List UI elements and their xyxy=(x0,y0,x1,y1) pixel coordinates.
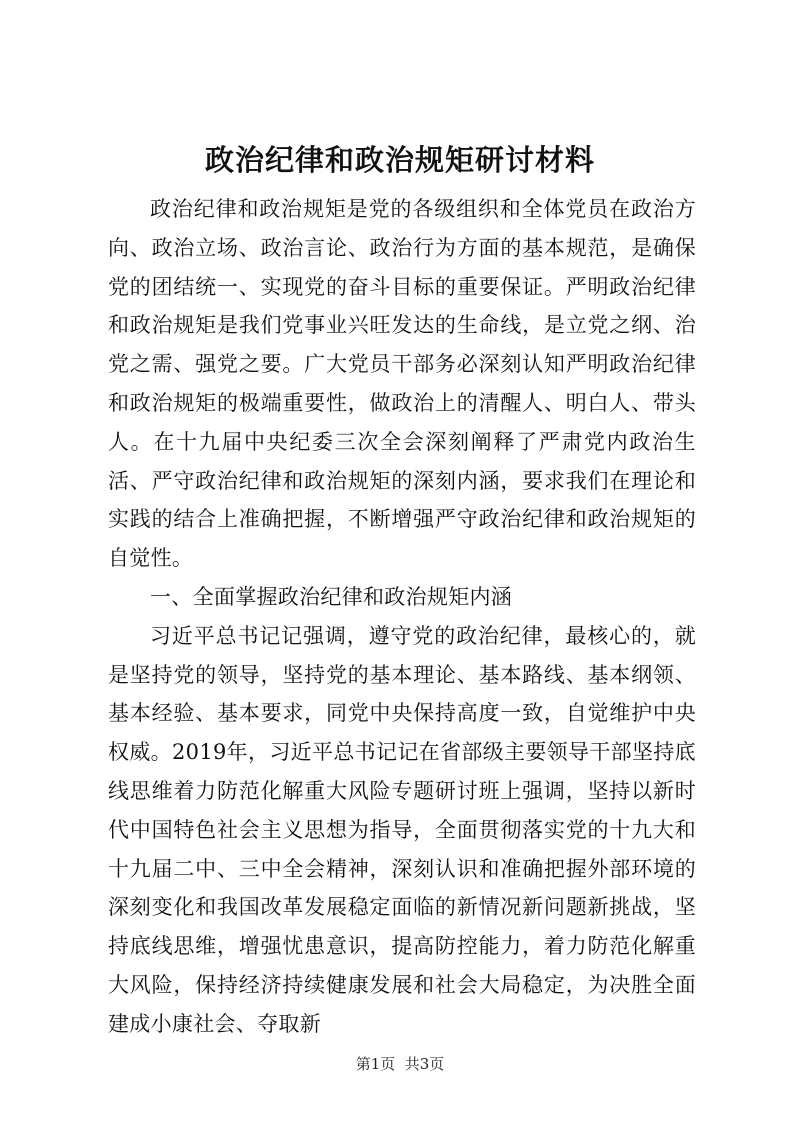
section-heading-1: 一、全面掌握政治纪律和政治规矩内涵 xyxy=(150,584,513,609)
document-title: 政治纪律和政治规矩研讨材料 xyxy=(204,143,595,177)
document-body xyxy=(108,190,696,1044)
paragraph-section-1: 习近平总书记记强调，遵守党的政治纪律，最核心的，就是坚持党的领导，坚持党的基本理论、基本路线、基本纲领、基本经验、基本要求，同党中央保持高度一致，自觉维护中央权威。2019年，习近平总书记记在省部级主要领导干部坚持底线思维着力防范化解重大风险专题研讨班上强调，坚持以新时代中国特色社会主义思想为指导，全面贯彻落实党的十九大和十九届二中、三中全会精神，深刻认识和准确把握外部环境的深刻变化和我国改革发展稳定面临的新情况新问题新挑战，坚持底线思维，增强忧患意识，提高防控能力，着力防范化解重大风险，保持经济持续健康发展和社会大局稳定，为决胜全面建成小康社会、夺取新 xyxy=(108,623,696,1036)
page-footer xyxy=(0,1053,800,1074)
page-number-label: 第1页 共3页 xyxy=(355,1055,445,1073)
paragraph-intro: 政治纪律和政治规矩是党的各级组织和全体党员在政治方向、政治立场、政治言论、政治行为方面的基本规范，是确保党的团结统一、实现党的奋斗目标的重要保证。严明政治纪律和政治规矩是我们党事业兴旺发达的生命线，是立党之纲、治党之需、强党之要。广大党员干部务必深刻认知严明政治纪律和政治规矩的极端重要性，做政治上的清醒人、明白人、带头人。在十九届中央纪委三次全会深刻阐释了严肃党内政治生活、严守政治纪律和政治规矩的深刻内涵，要求我们在理论和实践的结合上准确把握，不断增强严守政治纪律和政治规矩的自觉性。 xyxy=(108,197,696,571)
